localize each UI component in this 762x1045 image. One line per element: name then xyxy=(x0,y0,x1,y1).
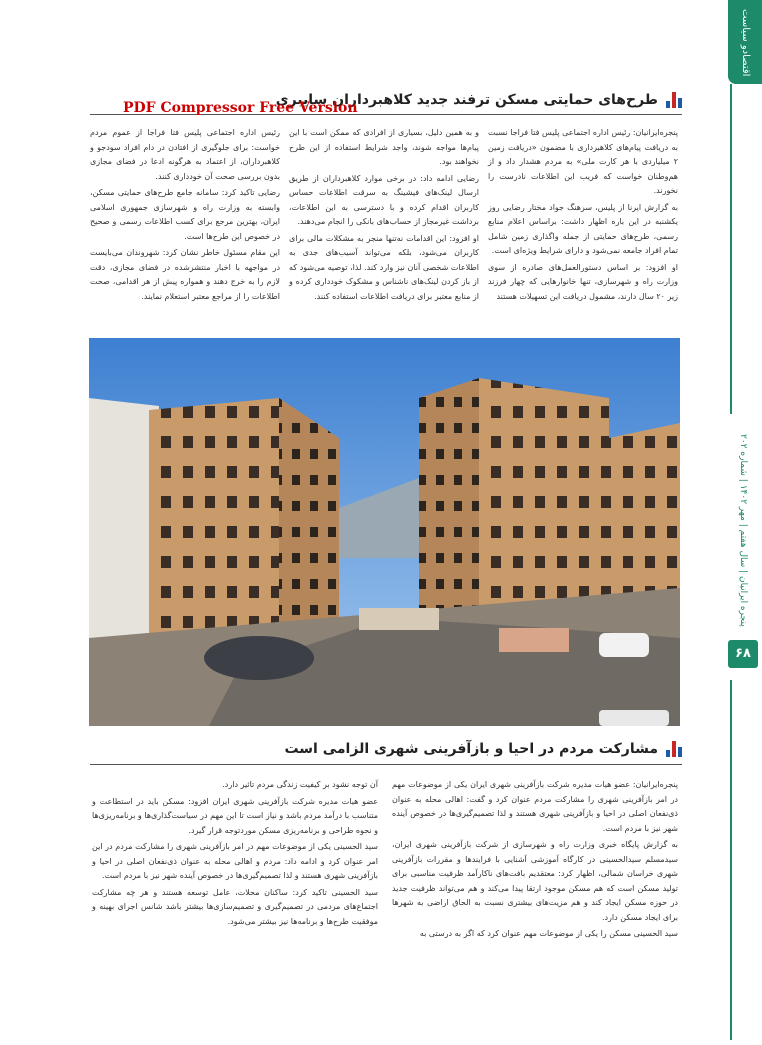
article1-column-right xyxy=(488,126,678,306)
article2-header xyxy=(90,738,682,760)
paragraph: پنجره‌ایرانیان: عضو هیات مدیره شرکت بازآفرینی شهری ایران یکی از موضوعات مهم در امر بازآفرینی شهری را مشارکت مردم عنوان کرد و گفت: اهالی محله به عنوان ذی‌نفعان اصلی در احیا و بازآفرینی شهری هستند و لذا تصمیم‌گیری‌ها در خصوص آینده شهر نیز با مردم است. xyxy=(392,780,678,833)
paragraph: او افزود: این اقدامات نه‌تنها منجر به مشکلات مالی برای کاربران می‌شود، بلکه می‌تواند آسیب‌های جدی به اطلاعات شخصی آنان نیز وارد کند. لذا، توصیه می‌شود که از باز کردن لینک‌های ناشناس و مشکوک خودداری کرده و از منابع معتبر برای دریافت اطلاعات استفاده کنند. xyxy=(289,233,479,301)
article2-column-left xyxy=(92,778,378,931)
paragraph: رئیس اداره اجتماعی پلیس فتا فراجا از عموم مردم خواست: برای جلوگیری از افتادن در دام افراد سودجو و کلاهبرداران، از اعتماد به هرگونه ادعا در فضای مجازی بدون بررسی صحت آن خودداری کنند. xyxy=(90,128,280,181)
paragraph: این مقام مسئول خاطر نشان کرد: شهروندان می‌بایست در مواجهه با اخبار منتشرشده در فضای مجازی، دقت لازم را به خرج دهند و همواره پیش از هر اقدامی، صحت اطلاعات را از مراجع معتبر استعلام نمایند. xyxy=(90,248,280,301)
sidebar-divider-lower xyxy=(730,680,732,1040)
paragraph: رضایی ادامه داد: در برخی موارد کلاهبرداران از طریق ارسال لینک‌های فیشینگ به سرقت اطلاعات حساس کاربران اقدام کرده و با دسترسی به این اطلاعات، برداشت غیرمجاز از حساب‌های بانکی را انجام می‌دهند. xyxy=(289,173,479,226)
magazine-issue-label: پنجره ایرانیان | سال هفتم | مهر ۱۴۰۲ | شماره ۲۰۲ xyxy=(738,433,748,627)
article1-title: طرح‌های حمایتی مسکن ترفند جدید کلاهبرداران سایبری xyxy=(275,92,658,108)
title-marker-icon xyxy=(664,741,682,757)
paragraph: سید الحسینی یکی از موضوعات مهم در امر بازآفرینی شهری را مشارکت مردم در این امر عنوان کرد و ادامه داد: مردم و اهالی محله به عنوان ذی‌نفعان اصلی در احیا و بازآفرینی شهری هستند و لذا تصمیم‌گیری‌ها در خصوص آینده شهر نیز با مردم است. xyxy=(92,842,378,880)
paragraph: به گزارش ایرنا از پلیس، سرهنگ جواد مختار رضایی روز یکشنبه در این باره اظهار داشت: براساس اعلام منابع رسمی، طرح‌های حمایتی از جمله واگذاری زمین شامل تمام افراد جامعه نمی‌شود و دارای شرایط ویژه‌ای است. xyxy=(488,202,678,255)
article1-column-middle xyxy=(289,126,479,306)
paragraph: و به همین دلیل، بسیاری از افرادی که ممکن است با این پیام‌ها مواجه شوند، واجد شرایط استفاده از این طرح نخواهند بود. xyxy=(289,128,479,166)
magazine-info xyxy=(728,430,762,630)
watermark: PDF Compressor Free Version xyxy=(123,100,358,116)
paragraph: او افزود: بر اساس دستورالعمل‌های صادره از سوی وزارت راه و شهرسازی، تنها خانوارهایی که چهار فرزند زیر ۲۰ سال دارند، مشمول دریافت این تسهیلات هستند xyxy=(488,262,678,301)
article2-title-rule xyxy=(90,764,682,765)
title-marker-icon xyxy=(664,92,682,108)
paragraph: سید الحسینی تاکید کرد: ساکنان محلات، عامل توسعه هستند و هر چه مشارکت اجتماع‌های مردمی در تصمیم‌گیری و تصمیم‌سازی‌ها بیشتر باشد شانس اجرای بهینه و موفقیت طرح‌ها و برنامه‌ها نیز بیشتر می‌شود. xyxy=(92,887,378,926)
sidebar xyxy=(728,0,762,1045)
paragraph: آن توجه نشود بر کیفیت زندگی مردم تاثیر دارد. xyxy=(222,780,378,789)
paragraph: سید الحسینی مسکن را یکی از موضوعات مهم عنوان کرد که اگر به درستی به xyxy=(419,929,678,938)
section-label: اقتصادو سیاست xyxy=(740,9,751,77)
section-tab xyxy=(728,0,762,84)
article2-column-right xyxy=(392,778,678,944)
article2-title: مشارکت مردم در احیا و بازآفرینی شهری الزامی است xyxy=(284,741,658,757)
paragraph: رضایی تاکید کرد: سامانه جامع طرح‌های حمایتی مسکن، وابسته به وزارت راه و شهرسازی جمهوری اسلامی ایران، بهترین مرجع برای کسب اطلاعات رسمی و صحیح در خصوص این طرح‌ها است. xyxy=(90,188,280,241)
sidebar-divider xyxy=(730,84,732,414)
page-number: ۶۸ xyxy=(728,640,758,668)
paragraph: به گزارش پایگاه خبری وزارت راه و شهرسازی از شرکت بازآفرینی شهری ایران، سیدمسلم سیدالحسینی در کارگاه آموزشی آشنایی با فرایندها و مقررات بازآفرینی شهری خراسان شمالی، اظهار کرد: معتقدیم بافت‌های ناکارآمد ظرفیت مناسبی برای تولید مسکن است که هم مسکن موجود ارتقا پیدا می‌کند و هم می‌تواند ظرفیت جدید در حوزه مسکن ایجاد کند و هم مزیت‌های بیشتری نسبت به الحاق اراضی به شهرها برای ایجاد مسکن دارد. xyxy=(392,840,678,922)
paragraph: عضو هیات مدیره شرکت بازآفرینی شهری ایران افزود: مسکن باید در استطاعت و متناسب با درآمد مردم باشد و نیاز است تا این مهم در سیاست‌گذاری‌ها و برنامه‌ریزی‌ها و نحوه طراحی و برنامه‌ریزی مسکن موردتوجه قرار گیرد. xyxy=(92,796,378,835)
article1-column-left xyxy=(90,126,280,306)
housing-construction-photo xyxy=(89,338,680,726)
paragraph: پنجره‌ایرانیان: رئیس اداره اجتماعی پلیس فتا فراجا نسبت به دریافت پیام‌های کلاهبرداری با مضمون «دریافت زمین ۲ میلیاردی با هر کارت ملی» به مردم هشدار داد و از هم‌وطنان خواست که فریب این اطلاعات نادرست را نخورند. xyxy=(488,128,678,195)
